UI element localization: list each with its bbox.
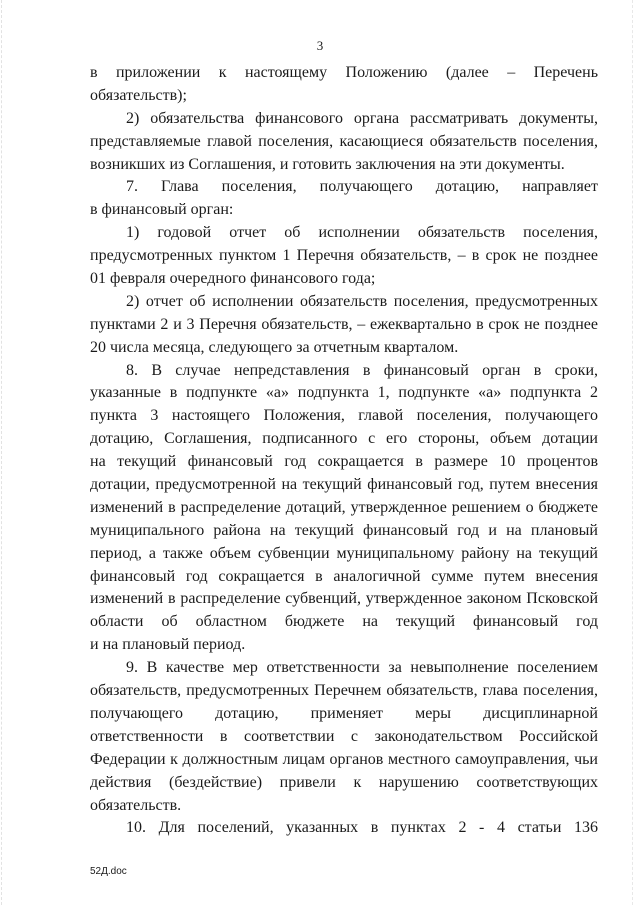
text-line: ответственности в соответствии с законодательством Российской (90, 727, 598, 745)
text-line: 2) отчет об исполнении обязательств поселения, предусмотренных (126, 292, 598, 310)
text-line: 20 числа месяца, следующего за отчетным кварталом. (90, 338, 459, 356)
text-line: изменений в распределение дотаций, утвержденное решением о бюджете (90, 498, 598, 516)
text-line: и на плановый период. (90, 636, 246, 654)
text-line: 01 февраля очередного финансового года; (90, 270, 376, 288)
text-line: в приложении к настоящему Положению (далее – Перечень (90, 64, 598, 81)
text-line: изменений в распределение субвенций, утвержденное законом Псковской (90, 590, 598, 608)
text-line: обязательств); (90, 86, 187, 104)
scan-edge-left (1, 0, 3, 905)
text-line: указанные в подпункте «а» подпункта 1, подпункте «а» подпункта 2 (90, 384, 598, 402)
text-line: возникших из Соглашения, и готовить заключения на эти документы. (90, 155, 565, 173)
text-line: период, а также объем субвенции муниципальному району на текущий (90, 544, 598, 562)
text-line: 2) обязательства финансового органа рассматривать документы, (126, 109, 598, 127)
text-line: получающего дотацию, применяет меры дисциплинарной (90, 704, 598, 722)
document-body (90, 62, 598, 840)
text-line: 1) годовой отчет об исполнении обязательств поселения, (126, 224, 598, 242)
text-line: 8. В случае непредставления в финансовый орган в сроки, (126, 361, 598, 379)
text-line: 7. Глава поселения, получающего дотацию, направляет (126, 178, 598, 196)
text-line: пунктами 2 и 3 Перечня обязательств, – ежеквартально в срок не позднее (90, 315, 598, 333)
text-line: предусмотренных пунктом 1 Перечня обязательств, – в срок не позднее (90, 247, 598, 265)
scan-edge-right (632, 0, 634, 905)
text-line: 9. В качестве мер ответственности за невыполнение поселением (126, 659, 598, 677)
text-line: области об областном бюджете на текущий финансовый год (90, 613, 598, 631)
text-line: дотации, предусмотренной на текущий финансовый год, путем внесения (90, 476, 598, 494)
text-line: дотацию, Соглашения, подписанного с его стороны, объем дотации (90, 430, 598, 448)
text-line: 10. Для поселений, указанных в пунктах 2 - 4 статьи 136 (126, 819, 598, 837)
page-number: 3 (316, 38, 324, 53)
text-line: Федерации к должностным лицам органов местного самоуправления, чьи (90, 750, 598, 768)
text-line: пункта 3 настоящего Положения, главой поселения, получающего (90, 407, 598, 425)
text-line: действия (бездействие) привели к нарушению соответствующих (90, 773, 598, 791)
text-line: на текущий финансовый год сокращается в размере 10 процентов (90, 453, 598, 471)
text-line: муниципального района на текущий финансовый год и на плановый (90, 521, 598, 539)
footer-filename: 52Д.doc (90, 866, 127, 877)
text-line: обязательств, предусмотренных Перечнем обязательств, глава поселения, (90, 682, 598, 700)
text-line: обязательств. (90, 796, 182, 814)
text-line: представляемые главой поселения, касающиеся обязательств поселения, (90, 132, 598, 150)
text-line: в финансовый орган: (90, 201, 234, 219)
text-line: финансовый год сокращается в аналогичной сумме путем внесения (90, 567, 598, 585)
